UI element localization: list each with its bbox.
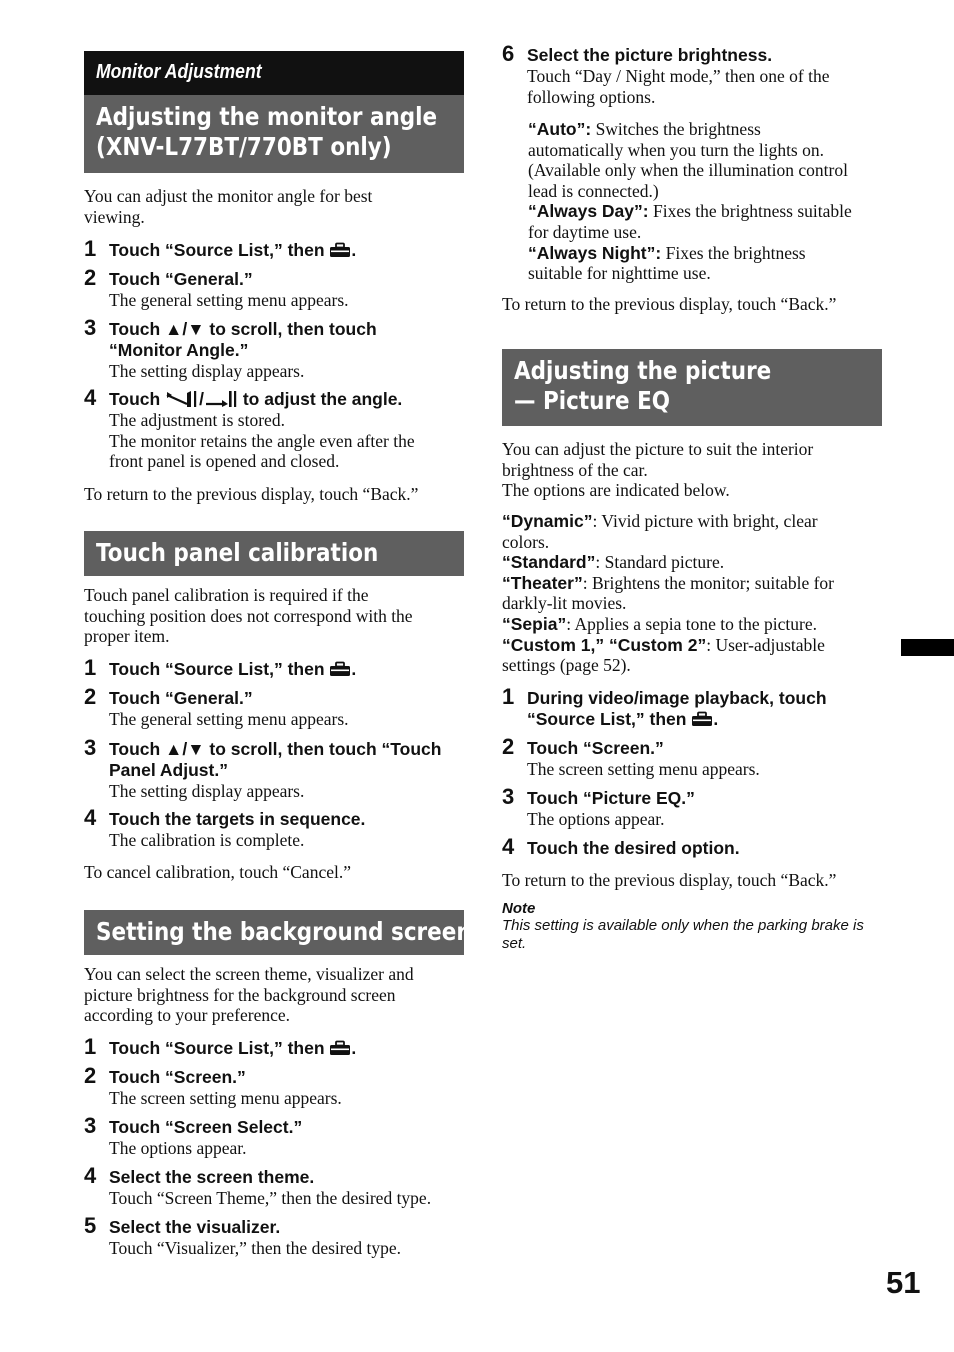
cancel-instruction: To cancel calibration, touch “Cancel.” [84,862,351,882]
heading-background-screen [84,910,472,955]
tilt-down-icon [204,390,238,408]
step-number: 2 [84,265,97,290]
step-title-text: Touch “Source List,” then [109,1038,325,1058]
text-line: The options are indicated below. [502,480,730,501]
step-title-text: Touch “Source List,” then [109,240,325,260]
option-text: for daytime use. [528,221,642,242]
option-text: settings (page 52). [502,655,631,676]
step-title: Touch “Screen.” [527,738,664,758]
step-title-end: . [351,659,357,679]
option-text: (Available only when the illumination control [528,160,848,181]
heading-line: Touch panel calibration [96,538,379,567]
option-dynamic [502,511,884,532]
step-number: 1 [502,684,515,709]
step-title-end: to adjust the angle. [242,389,403,409]
calib-step-1 [84,655,474,680]
bg-step-2 [84,1063,474,1109]
text-line: You can select the screen theme, visualizer and [84,964,414,984]
heading-picture-eq [502,349,882,426]
step-title: “Monitor Angle.” [109,340,249,360]
angle-step-2 [84,265,474,311]
step-title: Touch the desired option. [527,838,740,858]
option-text: : Brightens the monitor; suitable for [582,572,834,593]
heading-touch-calibration [84,531,464,576]
bg-step-3 [84,1113,474,1159]
step-number: 1 [84,655,97,680]
page-number: 51 [886,1265,921,1300]
step-desc: The options appear. [109,1138,247,1158]
step-number: 3 [502,784,515,809]
step-title: Touch “Screen.” [109,1067,246,1087]
option-sepia [502,614,884,635]
text-line: touching position does not correspond with the [84,605,413,626]
step-number: 3 [84,1113,97,1138]
step-desc: The screen setting menu appears. [527,759,760,779]
step-title: Select the screen theme. [109,1167,315,1187]
eq-step-3 [502,784,892,830]
note [502,900,884,953]
option-standard [502,552,884,573]
bg-step-5 [84,1213,474,1259]
step-title: Select the picture brightness. [527,45,773,65]
text-line: You can adjust the picture to suit the interior [502,439,814,459]
step-desc: following options. [527,86,656,107]
text-line: brightness of the car. [502,459,648,480]
step-desc: The options appear. [527,809,665,829]
step-desc: The general setting menu appears. [109,709,349,729]
bg-step-6 [502,41,892,107]
brightness-options [528,119,890,284]
option-text: lead is connected.) [528,180,659,201]
option-label: “Standard” [502,552,596,573]
option-label: “Sepia” [502,613,567,634]
step-title: Touch “General.” [109,688,253,708]
back-instruction: To return to the previous display, touch “Back.” [502,294,837,314]
option-always-night [528,243,890,264]
step-title: Touch “Screen Select.” [109,1117,303,1137]
step-title-end: . [351,240,357,260]
option-theater [502,573,884,594]
step-number: 3 [84,315,97,340]
bg-step-1 [84,1034,474,1059]
step-desc: The setting display appears. [109,781,305,801]
step-title-end: . [351,1038,357,1058]
text-line: according to your preference. [84,1005,291,1026]
option-custom [502,635,884,656]
step-number: 1 [84,1034,97,1059]
step-number: 4 [84,805,97,830]
step-desc: The adjustment is stored. [109,410,285,430]
step-title-text: “Source List,” then [527,709,687,729]
option-label: “Always Night”: [528,242,662,263]
angle-step-3 [84,315,474,382]
tilt-up-icon [165,390,199,408]
step-title-text: Touch [109,389,161,409]
option-label: “Always Day”: [528,201,649,222]
eq-step-4 [502,834,892,859]
toolbox-icon [329,1040,351,1056]
option-label: “Dynamic” [502,511,593,531]
angle-step-4 [84,385,474,472]
option-text: : Vivid picture with bright, clear [592,511,818,531]
step-desc: The calibration is complete. [109,830,305,850]
step-desc: The screen setting menu appears. [109,1088,342,1108]
heading-line-2: — Picture EQ [514,386,671,415]
toolbox-icon [691,711,713,727]
eq-step-1 [502,684,892,730]
step-title: Touch the targets in sequence. [109,809,366,829]
option-text: : Applies a sepia tone to the picture. [566,613,817,634]
step-desc: The setting display appears. [109,361,305,381]
heading-line: Setting the background screen [96,917,472,946]
step-number: 2 [84,1063,97,1088]
option-text: Fixes the brightness suitable [652,201,852,222]
back-instruction: To return to the previous display, touch “Back.” [502,870,837,890]
text-line: You can adjust the monitor angle for best [84,186,373,206]
step-title: Touch “Picture EQ.” [527,788,695,808]
heading-line-1: Adjusting the picture [514,356,772,385]
angle-intro [84,186,372,227]
step-title: Panel Adjust.” [109,760,228,780]
note-heading: Note [502,900,536,917]
option-auto [528,119,890,140]
option-text: Switches the brightness [595,119,761,139]
heading-monitor-angle [84,95,464,173]
option-label: “Auto”: [528,119,592,139]
option-text: automatically when you turn the lights on. [528,139,824,160]
step-number: 5 [84,1213,97,1238]
step-title: Touch “General.” [109,269,253,289]
calib-intro [84,585,413,647]
step-number: 3 [84,735,97,760]
step-title [109,1038,474,1059]
step-title [527,709,892,730]
option-label: “Custom 1,” “Custom 2” [502,634,707,655]
step-title-end: . [713,709,719,729]
option-text: darkly-lit movies. [502,593,627,614]
step-desc: The monitor retains the angle even after the [109,430,415,451]
eq-step-2 [502,734,892,780]
step-desc: The general setting menu appears. [109,290,349,310]
step-desc: front panel is opened and closed. [109,451,340,472]
step-number: 1 [84,236,97,261]
text-line: Touch panel calibration is required if the [84,585,369,605]
step-number: 2 [502,734,515,759]
calib-step-3 [84,735,474,802]
back-instruction: To return to the previous display, touch “Back.” [84,484,419,504]
toolbox-icon [329,242,351,258]
option-text: suitable for nighttime use. [528,263,711,284]
eq-intro [502,439,813,501]
step-desc: Touch “Day / Night mode,” then one of the [527,66,830,86]
calib-step-4 [84,805,474,851]
toolbox-icon [329,661,351,677]
calib-step-2 [84,684,474,730]
bg-intro [84,964,414,1026]
option-text: : User-adjustable [706,634,825,655]
note-text: set. [502,935,527,952]
slash-text: / [199,389,204,409]
angle-step-1 [84,236,474,261]
bg-step-4 [84,1163,474,1209]
step-title: Touch ▲/▼ to scroll, then touch “Touch [109,739,442,759]
step-number: 2 [84,684,97,709]
step-title: Touch ▲/▼ to scroll, then touch [109,319,377,339]
step-desc: Touch “Screen Theme,” then the desired type. [109,1188,432,1208]
section-label: Monitor Adjustment [96,61,262,83]
step-number: 4 [84,385,97,410]
step-number: 6 [502,41,515,66]
step-title: Select the visualizer. [109,1217,281,1237]
step-title-text: Touch “Source List,” then [109,659,325,679]
chapter-tab-marker [901,639,954,656]
step-title [109,240,474,261]
option-text: Fixes the brightness [665,242,806,263]
step-number: 4 [502,834,515,859]
heading-line-2: (XNV-L77BT/770BT only) [96,132,392,161]
text-line: viewing. [84,206,145,227]
step-title [109,659,474,680]
option-label: “Theater” [502,572,583,593]
section-label-bar [84,51,464,95]
step-title: During video/image playback, touch [527,688,827,708]
step-number: 4 [84,1163,97,1188]
option-always-day [528,201,890,222]
eq-options [502,511,884,676]
step-desc: Touch “Visualizer,” then the desired type. [109,1238,401,1258]
option-text: : Standard picture. [595,552,725,573]
step-title [109,389,474,410]
text-line: picture brightness for the background screen [84,984,396,1005]
note-text: This setting is available only when the parking brake is [502,917,864,934]
option-text: colors. [502,531,550,552]
heading-line-1: Adjusting the monitor angle [96,102,438,131]
text-line: proper item. [84,626,170,647]
